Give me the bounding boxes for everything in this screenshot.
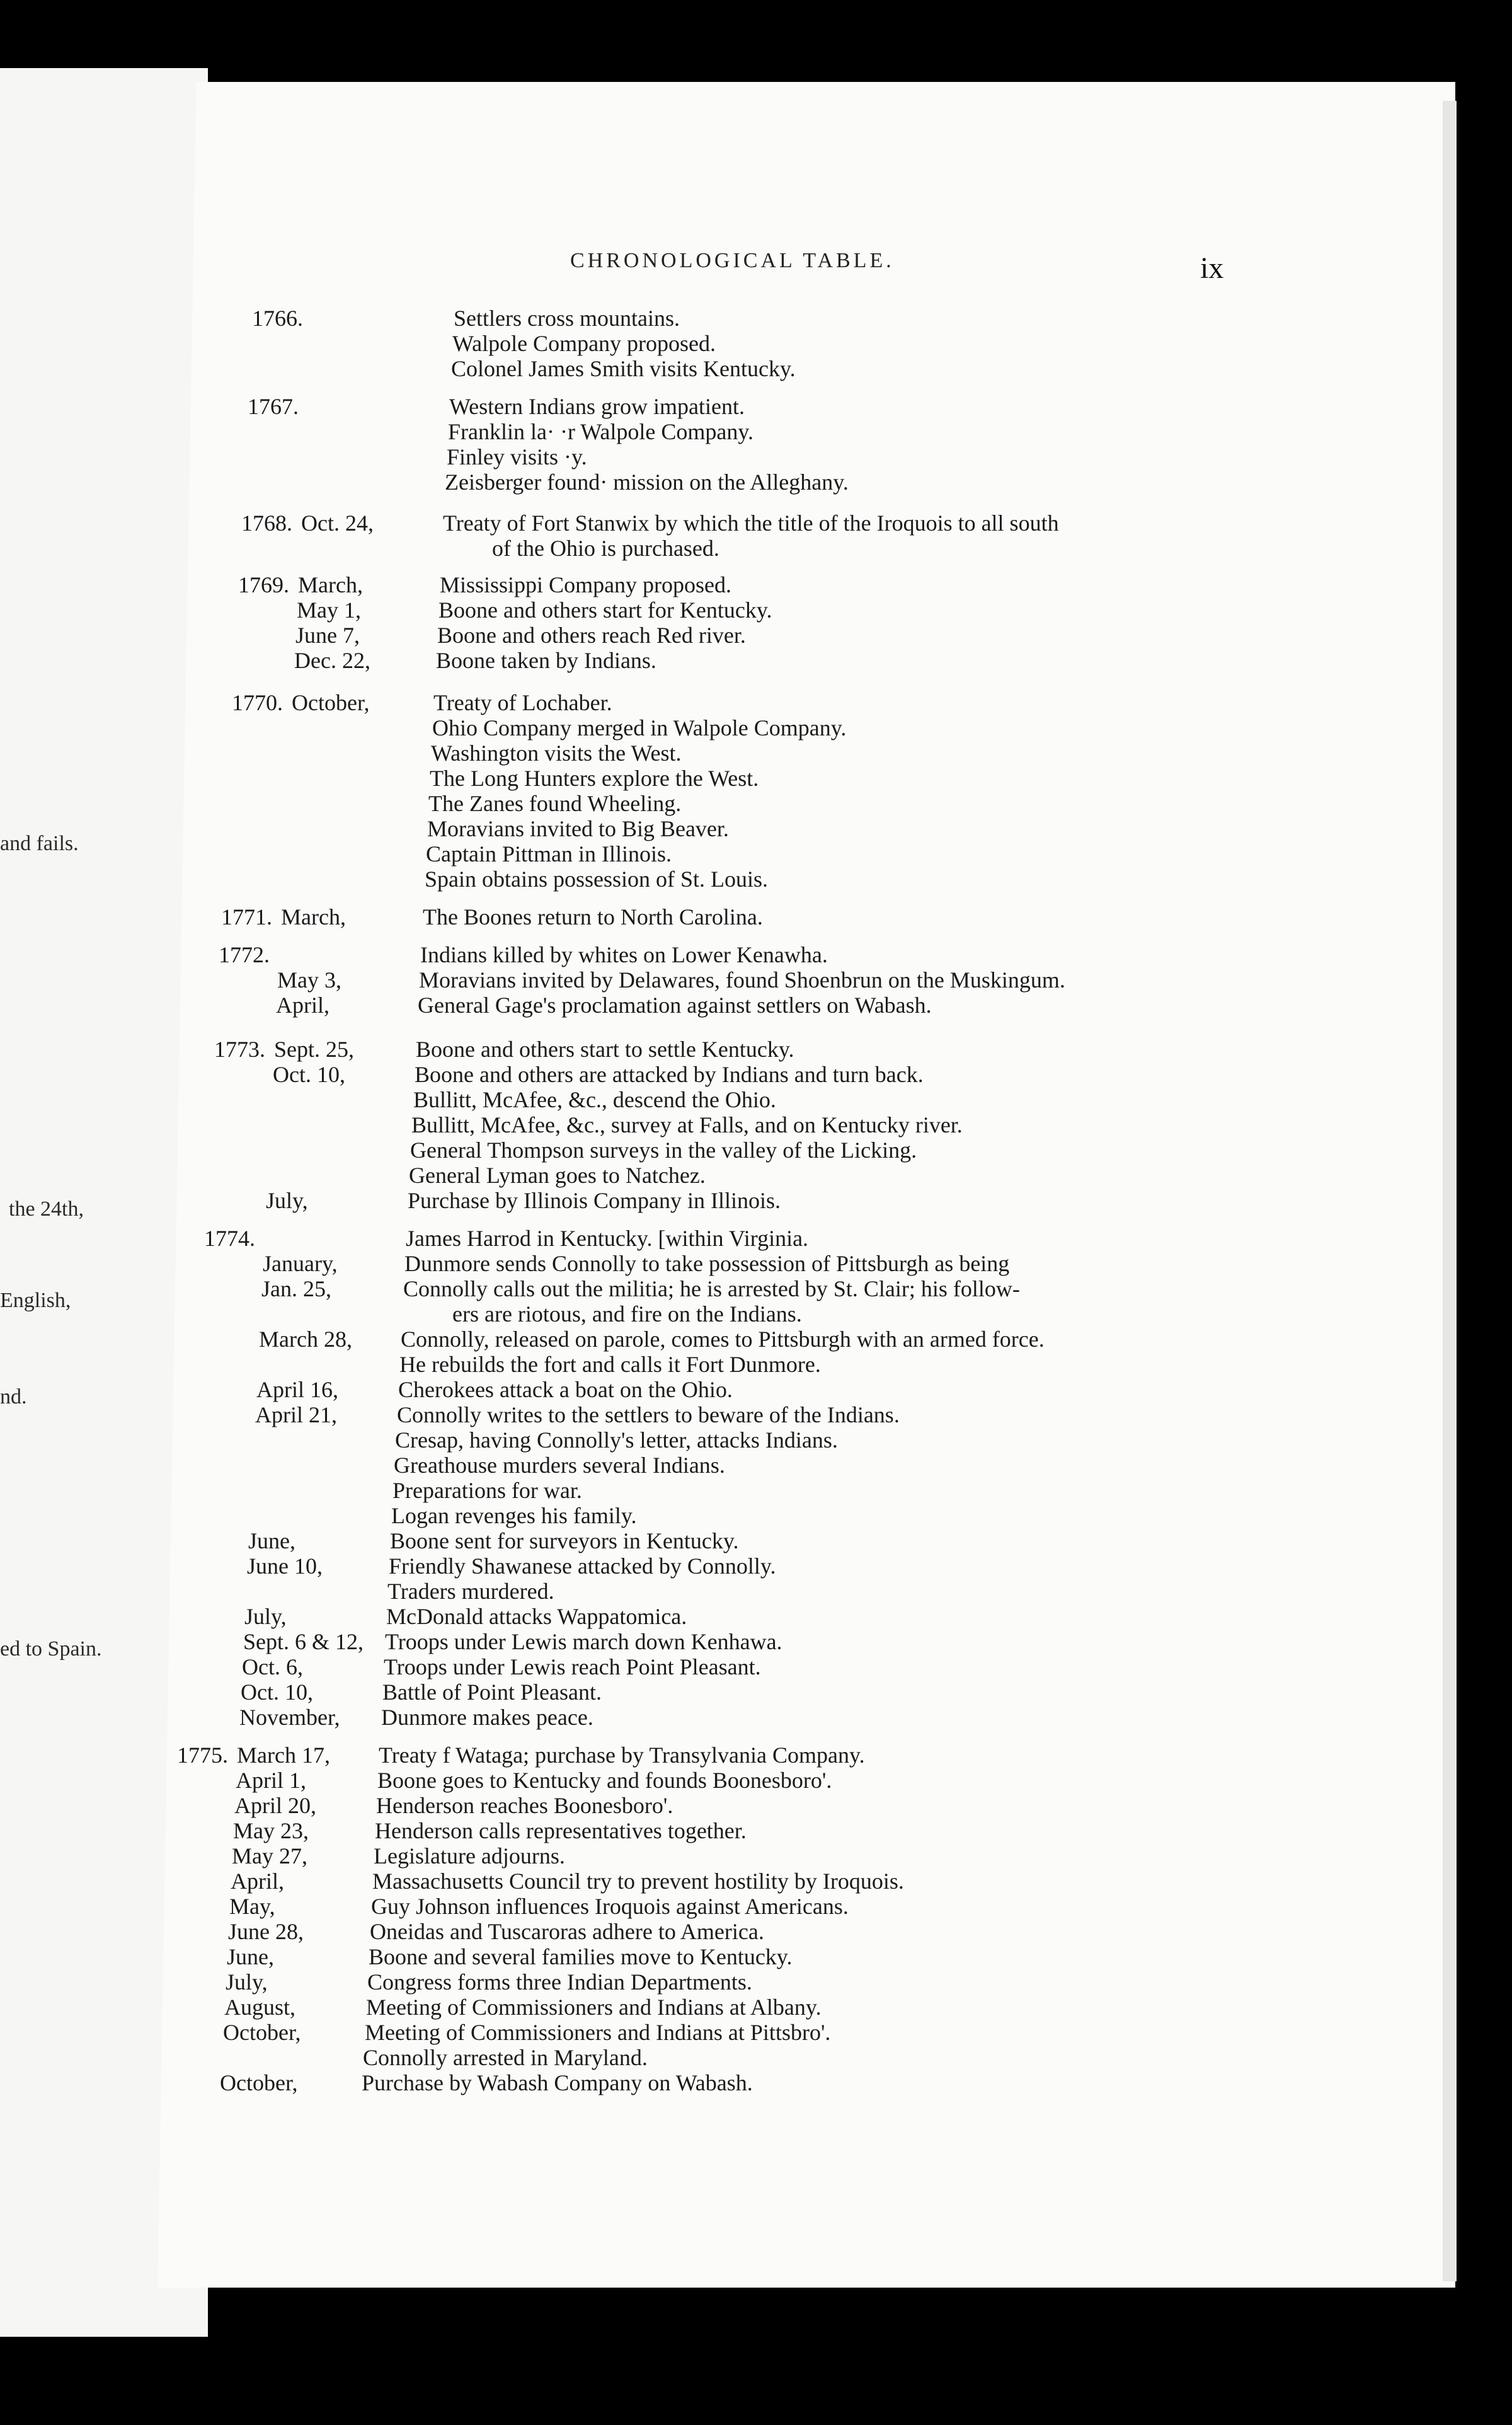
row-date: March, <box>281 904 346 930</box>
row-date: November, <box>239 1705 340 1730</box>
left-page-fragment: English, <box>0 1289 71 1312</box>
chronology-row <box>204 1226 1212 1251</box>
chronology-row <box>186 1579 1194 1604</box>
row-event: Boone sent for surveyors in Kentucky. <box>390 1528 739 1553</box>
row-event: Connolly arrested in Maryland. <box>363 2045 648 2070</box>
row-date: August, <box>224 1995 296 2020</box>
row-date: Jan. 25, <box>261 1276 331 1301</box>
row-event: Mississippi Company proposed. <box>440 572 732 597</box>
chronology-row <box>176 1768 1184 1793</box>
chronology-row <box>243 469 1251 495</box>
row-year: 1775. <box>177 1742 228 1768</box>
chronology-row <box>249 356 1257 381</box>
row-event: Purchase by Illinois Company in Illinois. <box>408 1188 781 1213</box>
row-year: 1772. <box>219 942 270 967</box>
row-event: Western Indians grow impatient. <box>449 394 745 419</box>
row-date: Dec. 22, <box>294 648 370 673</box>
chronology-row <box>185 1604 1193 1629</box>
row-event: Indians killed by whites on Lower Kenawha. <box>420 942 828 967</box>
row-event: Preparations for war. <box>392 1478 582 1503</box>
row-event: James Harrod in Kentucky. [within Virginia. <box>406 1226 809 1251</box>
row-date: May 3, <box>277 967 341 993</box>
chronology-row <box>177 1742 1185 1768</box>
chronology-row <box>217 967 1225 993</box>
row-event: General Gage's proclamation against settlers on Wabash. <box>418 993 932 1018</box>
chronology-row <box>164 1995 1172 2020</box>
chronology-row <box>172 1843 1180 1869</box>
row-event: Greathouse murders several Indians. <box>394 1453 725 1478</box>
row-date: Oct. 10, <box>273 1062 345 1087</box>
row-date: October, <box>292 690 370 715</box>
chronology-row <box>191 1478 1199 1503</box>
chronology-row <box>198 1352 1206 1377</box>
chronology-row <box>190 1503 1198 1528</box>
row-date: April, <box>276 993 329 1018</box>
row-date: June 28, <box>228 1919 304 1944</box>
chronology-row <box>241 510 1249 536</box>
chronology-row <box>223 867 1231 892</box>
chronology-row <box>188 1528 1196 1553</box>
chronology-row <box>214 1037 1222 1062</box>
row-event: Henderson calls representatives together. <box>375 1818 747 1843</box>
row-event: Treaty of Fort Stanwix by which the title of the Iroquois to all south <box>443 510 1059 536</box>
row-event: Legislature adjourns. <box>374 1843 565 1869</box>
row-year: 1767. <box>248 394 299 419</box>
row-event: Purchase by Wabash Company on Wabash. <box>362 2070 753 2095</box>
row-date: Oct. 24, <box>301 510 374 536</box>
chronology-row <box>166 1969 1174 1995</box>
chronology-row <box>213 1062 1221 1087</box>
row-event: Spain obtains possession of St. Louis. <box>425 867 769 892</box>
row-event: Massachusetts Council try to prevent hostility by Iroquois. <box>372 1869 904 1894</box>
chronology-row <box>200 1301 1208 1327</box>
chronology-row <box>210 1112 1218 1138</box>
row-year: 1771. <box>221 904 272 930</box>
row-event: He rebuilds the fort and calls it Fort Dunmore. <box>399 1352 821 1377</box>
row-year: 1768. <box>241 510 292 536</box>
chronology-row <box>192 1453 1200 1478</box>
chronology-row <box>175 1793 1183 1818</box>
row-event: Meeting of Commissioners and Indians at Albany. <box>366 1995 822 2020</box>
chronology-row <box>182 1654 1190 1679</box>
row-event: General Thompson surveys in the valley of the Licking. <box>410 1138 917 1163</box>
left-page-fragment: ed to Spain. <box>0 1637 102 1661</box>
chronology-row <box>221 904 1229 930</box>
row-date: May 27, <box>232 1843 307 1869</box>
row-event: Settlers cross mountains. <box>454 306 680 331</box>
row-event: Henderson reaches Boonesboro'. <box>376 1793 673 1818</box>
row-event: ers are riotous, and fire on the Indians. <box>452 1301 802 1327</box>
row-event: Meeting of Commissioners and Indians at Pittsbro'. <box>365 2020 831 2045</box>
left-page-fragment: nd. <box>0 1385 27 1408</box>
chronology-row <box>240 536 1248 561</box>
chronology-row <box>183 1629 1191 1654</box>
row-date: April, <box>231 1869 284 1894</box>
row-event: Logan revenges his family. <box>391 1503 637 1528</box>
row-event: Congress forms three Indian Departments. <box>367 1969 752 1995</box>
row-event: Cresap, having Connolly's letter, attacks Indians. <box>395 1427 838 1453</box>
row-date: July, <box>266 1188 308 1213</box>
chronology-row <box>216 993 1224 1018</box>
row-event: The Zanes found Wheeling. <box>428 791 682 816</box>
row-date: April 21, <box>255 1402 337 1427</box>
chronology-row <box>171 1869 1179 1894</box>
row-event: Bullitt, McAfee, &c., survey at Falls, and on Kentucky river. <box>411 1112 963 1138</box>
row-event: Finley visits ·y. <box>447 444 587 469</box>
row-event: of the Ohio is purchased. <box>492 536 719 561</box>
chronology-row <box>168 1919 1176 1944</box>
chronology-row <box>226 816 1234 841</box>
row-date: Oct. 6, <box>242 1654 303 1679</box>
row-event: Boone taken by Indians. <box>436 648 656 673</box>
chronology-row <box>252 306 1260 331</box>
row-event: Traders murdered. <box>387 1579 554 1604</box>
row-event: Colonel James Smith visits Kentucky. <box>451 356 796 381</box>
chronology-row <box>202 1276 1210 1301</box>
row-date: Oct. 10, <box>241 1679 313 1705</box>
page-number: ix <box>1200 251 1224 285</box>
row-date: October, <box>220 2070 298 2095</box>
row-event: Boone goes to Kentucky and founds Boonesboro'. <box>377 1768 832 1793</box>
row-year: 1770. <box>232 690 283 715</box>
chronology-row <box>246 419 1254 444</box>
chronology-row <box>160 2070 1168 2095</box>
row-event: Boone and others start for Kentucky. <box>438 597 772 623</box>
row-event: Oneidas and Tuscaroras adhere to America. <box>370 1919 764 1944</box>
chronology-row <box>234 648 1242 673</box>
chronology-row <box>212 1087 1220 1112</box>
row-date: June, <box>227 1944 274 1969</box>
row-event: Boone and others reach Red river. <box>437 623 746 648</box>
chronology-row <box>169 1894 1177 1919</box>
row-event: Connolly, released on parole, comes to Pittsburgh with an armed force. <box>401 1327 1045 1352</box>
row-event: Connolly calls out the militia; he is arrested by St. Clair; his follow- <box>403 1276 1020 1301</box>
chronology-row <box>231 715 1239 740</box>
chronology-row <box>229 740 1237 766</box>
row-event: Franklin la· ·r Walpole Company. <box>448 419 753 444</box>
chronology-row <box>207 1163 1215 1188</box>
row-date: January, <box>263 1251 338 1276</box>
row-date: April 16, <box>256 1377 338 1402</box>
row-event: Boone and others start to settle Kentucky. <box>416 1037 794 1062</box>
chronology-row <box>203 1251 1211 1276</box>
row-event: Cherokees attack a boat on the Ohio. <box>398 1377 733 1402</box>
left-page-fragment: and fails. <box>0 832 79 855</box>
chronology-row <box>227 791 1235 816</box>
chronology-row <box>206 1188 1214 1213</box>
left-page-fragment: the 24th, <box>9 1197 84 1221</box>
chronology-row <box>167 1944 1175 1969</box>
row-event: Zeisberger found· mission on the Alleghany. <box>445 469 849 495</box>
row-date: May 23, <box>233 1818 309 1843</box>
chronology-row <box>181 1679 1189 1705</box>
row-event: Captain Pittman in Illinois. <box>426 841 672 867</box>
row-date: October, <box>223 2020 301 2045</box>
chronology-row <box>251 331 1259 356</box>
row-event: Troops under Lewis reach Point Pleasant. <box>384 1654 761 1679</box>
row-date: Sept. 25, <box>274 1037 355 1062</box>
row-event: Friendly Shawanese attacked by Connolly. <box>389 1553 776 1579</box>
chronology-row <box>187 1553 1195 1579</box>
chronology-row <box>163 2020 1171 2045</box>
row-date: March 28, <box>259 1327 352 1352</box>
row-year: 1773. <box>214 1037 265 1062</box>
row-event: Ohio Company merged in Walpole Company. <box>432 715 847 740</box>
row-event: Bullitt, McAfee, &c., descend the Ohio. <box>413 1087 776 1112</box>
row-event: Guy Johnson influences Iroquois against Americans. <box>371 1894 849 1919</box>
row-event: Dunmore makes peace. <box>381 1705 593 1730</box>
row-event: Dunmore sends Connolly to take possession of Pittsburgh as being <box>404 1251 1010 1276</box>
row-event: Washington visits the West. <box>431 740 682 766</box>
row-date: June, <box>248 1528 295 1553</box>
row-event: Moravians invited by Delawares, found Shoenbrun on the Muskingum. <box>419 967 1065 993</box>
row-date: Sept. 6 & 12, <box>243 1629 364 1654</box>
row-event: Boone and several families move to Kentucky. <box>369 1944 793 1969</box>
row-year: 1766. <box>252 306 303 331</box>
row-event: Treaty f Wataga; purchase by Transylvania Company. <box>379 1742 865 1768</box>
row-event: Treaty of Lochaber. <box>433 690 612 715</box>
row-date: May, <box>229 1894 275 1919</box>
row-date: April 20, <box>234 1793 316 1818</box>
chronology-row <box>161 2045 1169 2070</box>
row-date: May 1, <box>297 597 361 623</box>
chronology-row <box>219 942 1227 967</box>
row-event: Walpole Company proposed. <box>452 331 716 356</box>
row-date: July, <box>226 1969 268 1995</box>
chronology-row <box>236 623 1244 648</box>
chronology-row <box>209 1138 1217 1163</box>
row-event: Battle of Point Pleasant. <box>382 1679 602 1705</box>
row-date: March, <box>298 572 363 597</box>
chronology-row <box>248 394 1256 419</box>
row-event: The Boones return to North Carolina. <box>423 904 763 930</box>
chronology-row <box>237 597 1245 623</box>
chronology-row <box>224 841 1232 867</box>
row-event: McDonald attacks Wappatomica. <box>386 1604 687 1629</box>
chronology-row <box>238 572 1246 597</box>
row-date: April 1, <box>236 1768 306 1793</box>
chronology-row <box>232 690 1240 715</box>
row-year: 1774. <box>204 1226 255 1251</box>
chronology-row <box>199 1327 1207 1352</box>
chronology-row <box>180 1705 1188 1730</box>
chronology-row <box>173 1818 1181 1843</box>
row-event: Connolly writes to the settlers to beware of the Indians. <box>397 1402 900 1427</box>
chronology-row <box>193 1427 1201 1453</box>
row-date: June 10, <box>247 1553 323 1579</box>
row-event: Boone and others are attacked by Indians and turn back. <box>415 1062 924 1087</box>
chronology-row <box>228 766 1236 791</box>
chronology-row <box>245 444 1253 469</box>
row-event: General Lyman goes to Natchez. <box>409 1163 706 1188</box>
chronology-row <box>197 1377 1205 1402</box>
row-event: Troops under Lewis march down Kenhawa. <box>385 1629 782 1654</box>
row-date: March 17, <box>237 1742 330 1768</box>
row-year: 1769. <box>238 572 289 597</box>
running-header: CHRONOLOGICAL TABLE. <box>570 249 895 272</box>
row-event: The Long Hunters explore the West. <box>430 766 759 791</box>
chronology-row <box>195 1402 1203 1427</box>
row-date: June 7, <box>295 623 360 648</box>
row-date: July, <box>244 1604 287 1629</box>
row-event: Moravians invited to Big Beaver. <box>427 816 729 841</box>
